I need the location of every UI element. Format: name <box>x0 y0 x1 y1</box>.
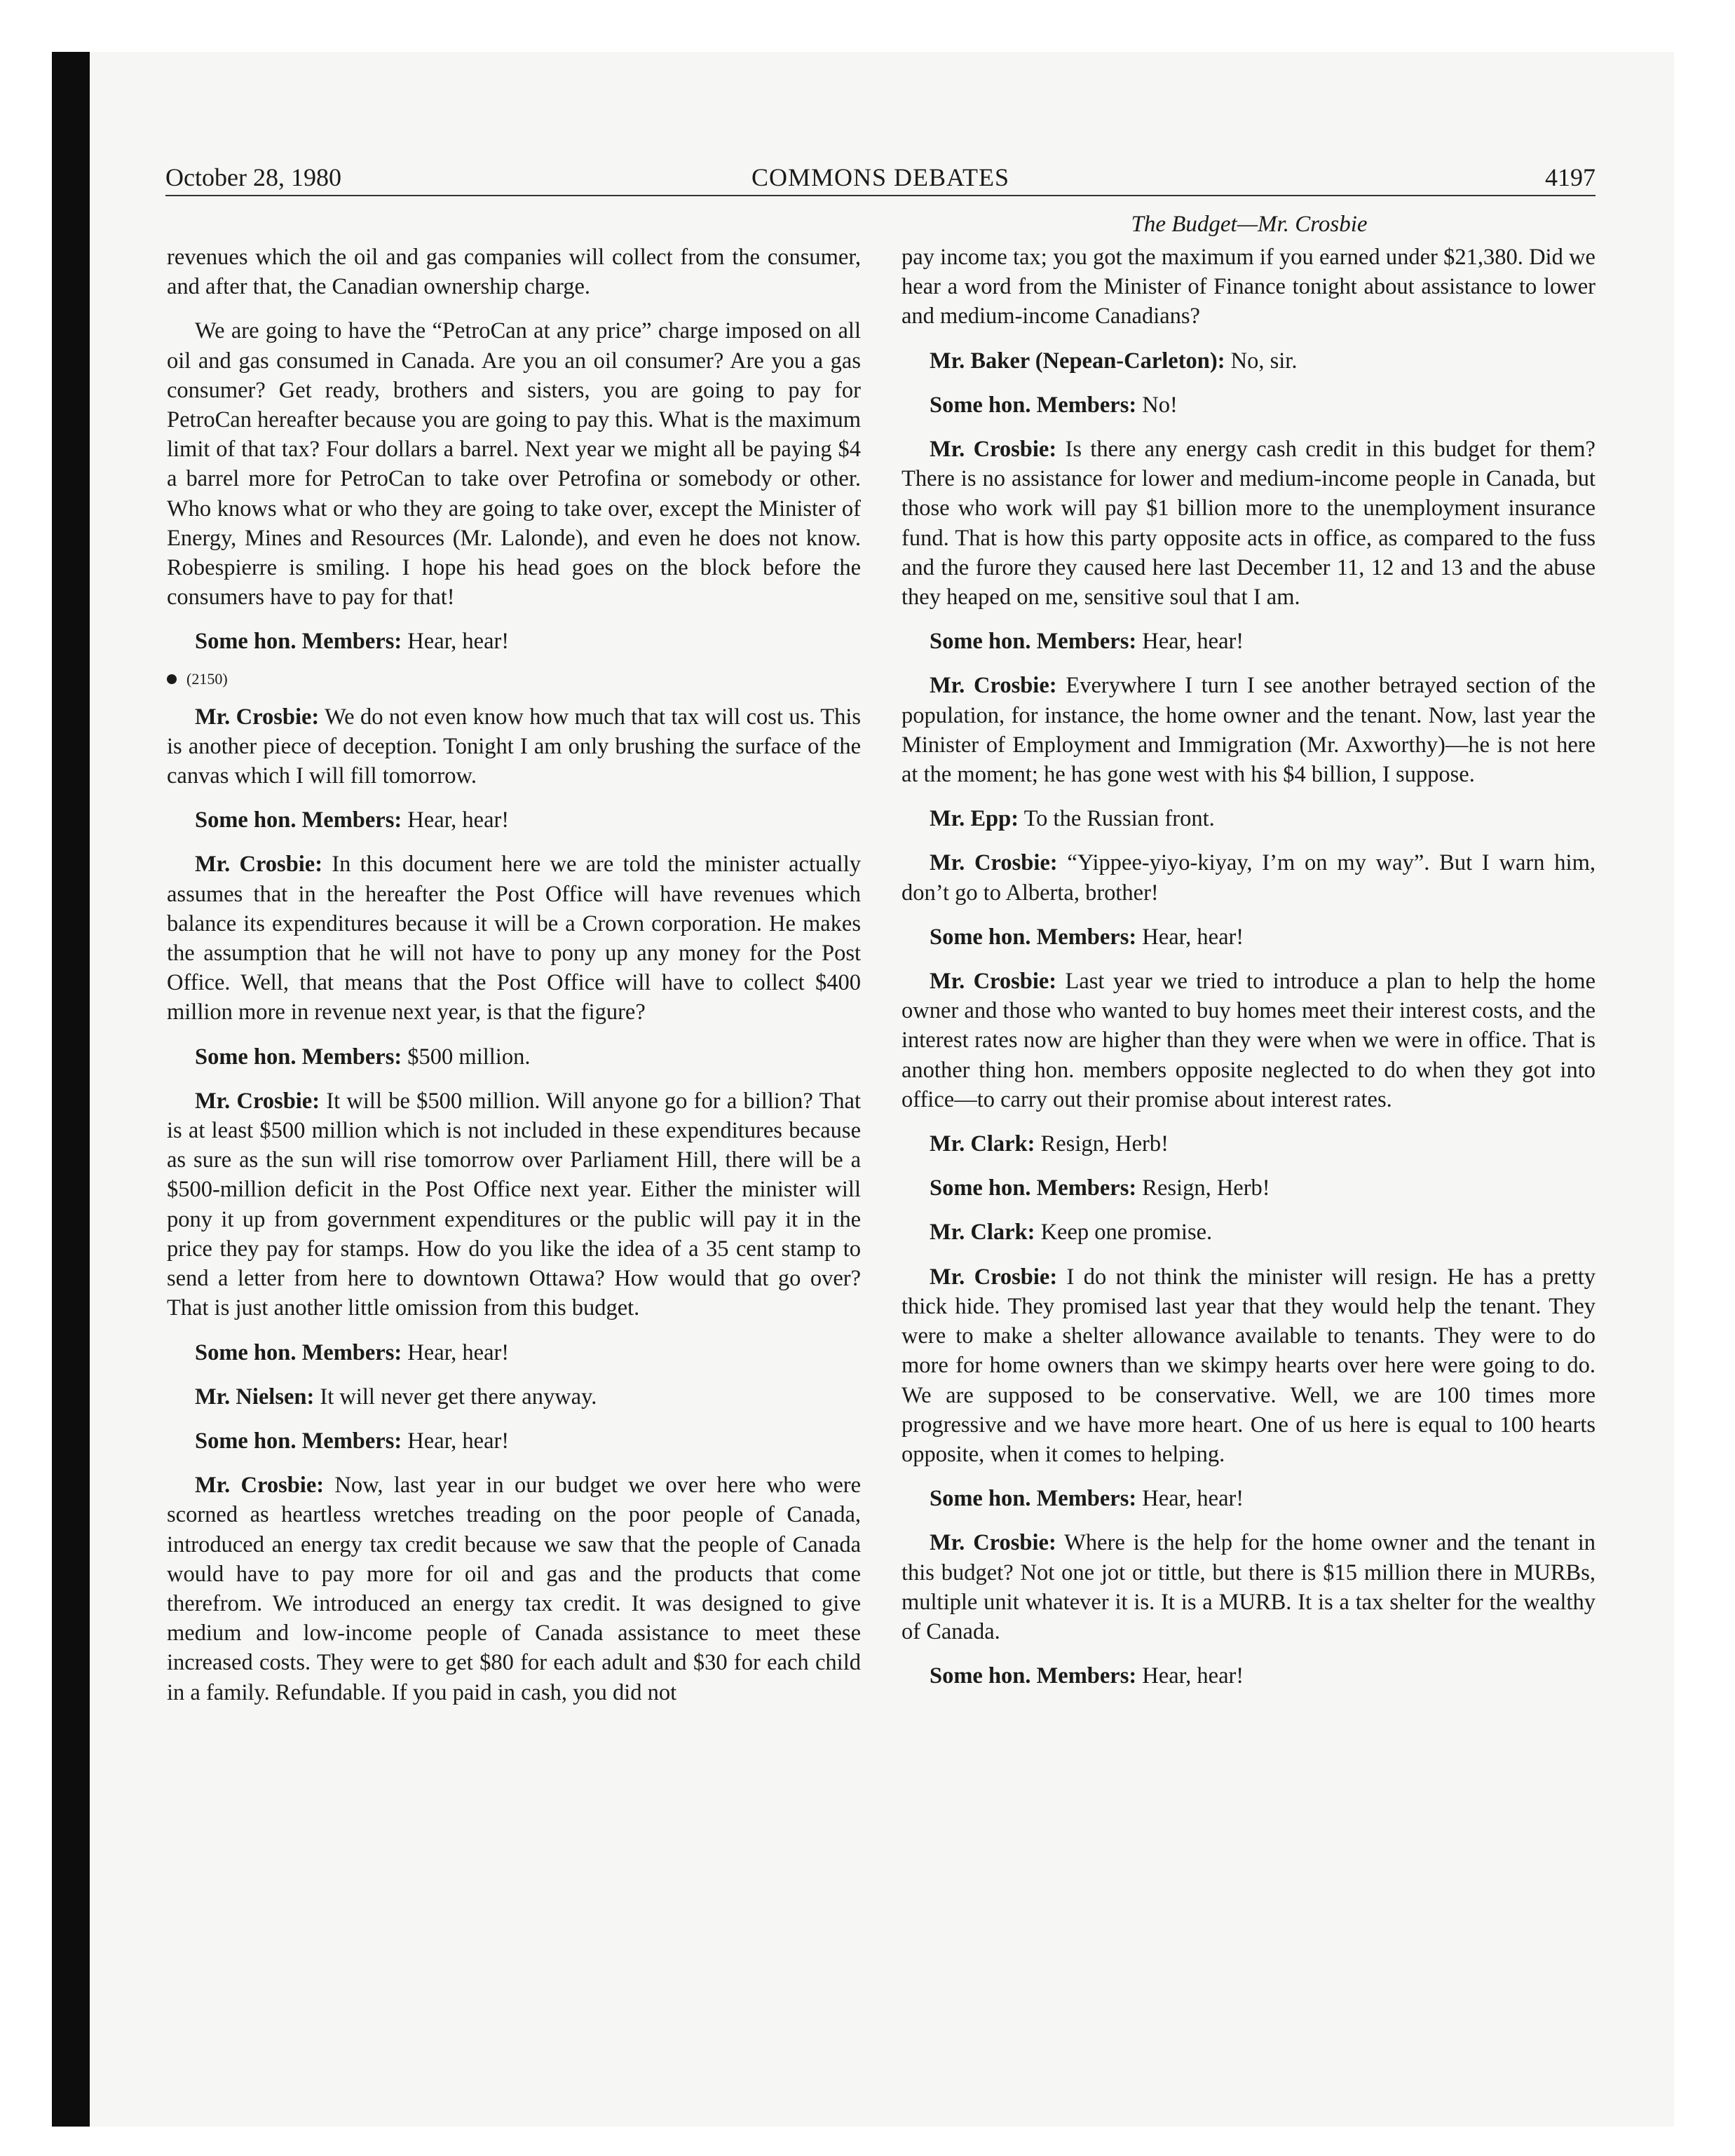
speech-text: Everywhere I turn I see another betrayed section of the population, for instance, the home owner and the tenant. Now, last year the Minister of Employment and Immigration (Mr. Axworthy)—he is not here at the moment; he has gone west with his $4 billion, I suppose. <box>901 673 1595 788</box>
speaker-name: Some hon. Members: <box>930 924 1137 950</box>
interjection <box>901 390 1595 420</box>
speech-text: To the Russian front. <box>1023 806 1215 832</box>
paragraph: We are going to have the “PetroCan at any price” charge imposed on all oil and gas consumed in Canada. Are you an oil consumer? Are you a gas consumer? Get ready, brothers and sisters, you are going to pay for PetroCan hereafter because you are going to pay this. What is the maximum limit of that tax? Four dollars a barrel. Next year we might all be paying $4 a barrel more for PetroCan to take over Petrofina or somebody or other. Who knows what or who they are going to take over, except the Minister of Energy, Mines and Resources (Mr. Lalonde), and even he does not know. Robespierre is smiling. I hope his head goes on the block before the consumers have to pay for that! <box>167 318 861 610</box>
interjection <box>901 922 1595 952</box>
speech-paragraph <box>901 848 1595 907</box>
speech-text: Hear, hear! <box>407 807 510 833</box>
bullet-icon <box>167 674 177 684</box>
speech-text: I do not think the minister will resign. He has a pretty thick hide. They promised last year that they would help the tenant. They were to make a shelter allowance available to tenants. They were to do more for home owners than we skimpy hearts over here were going to do. We are supposed to be conservative. Well, we are 100 times more progressive and we have more heart. One of us here is equal to 100 hearts opposite, when it comes to helping. <box>901 1264 1595 1467</box>
interjection <box>167 627 861 656</box>
interjection <box>901 627 1595 656</box>
page-number: 4197 <box>1545 163 1595 191</box>
speech-text: Hear, hear! <box>407 1428 510 1454</box>
speech-text: Resign, Herb! <box>1040 1131 1169 1157</box>
speech-text: Hear, hear! <box>1142 629 1244 655</box>
speaker-name: Mr. Crosbie: <box>195 1088 320 1114</box>
speech-paragraph <box>167 1086 861 1323</box>
speaker-name: Mr. Crosbie: <box>930 969 1057 995</box>
speaker-name: Some hon. Members: <box>195 1044 402 1070</box>
page-header <box>165 160 1595 195</box>
speaker-name: Some hon. Members: <box>930 1663 1137 1689</box>
header-date: October 28, 1980 <box>165 163 341 191</box>
speech-text: Is there any energy cash credit in this budget for them? There is no assistance for lower and medium-income people in Canada, but those who work will pay $1 billion more to the unemployment insurance fund. That is how this party opposite acts in office, as compared to the fuss and the furore they caused here last December 11, 12 and 13 and the abuse they heaped on me, sensitive soul that I am. <box>901 437 1595 610</box>
speech-text: In this document here we are told the minister actually assumes that in the hereafter the Post Office will have revenues which balance its expenditures because it will be a Crown corporation. He makes the assumption that he will not have to pony up any money for the Post Office. Well, that means that the Post Office will have to collect $400 million more in revenue next year, is that the figure? <box>167 852 861 1025</box>
interjection <box>167 1338 861 1367</box>
interjection <box>167 1382 861 1412</box>
speaker-name: Some hon. Members: <box>195 1339 402 1365</box>
speech-text: No, sir. <box>1230 348 1298 374</box>
speech-text: Hear, hear! <box>1142 1663 1244 1689</box>
speaker-name: Some hon. Members: <box>930 1175 1137 1201</box>
speech-paragraph <box>167 1471 861 1707</box>
speaker-name: Mr. Nielsen: <box>195 1384 315 1410</box>
speaker-name: Mr. Clark: <box>930 1220 1035 1246</box>
speech-paragraph <box>167 850 861 1027</box>
speech-text: We do not even know how much that tax will cost us. This is another piece of deception. Tonight I am only brushing the surface of the canvas which I will fill tomorrow. <box>167 704 861 789</box>
speaker-name: Some hon. Members: <box>195 807 402 833</box>
speech-text: Resign, Herb! <box>1142 1175 1270 1201</box>
speaker-name: Mr. Epp: <box>930 806 1019 832</box>
header-title: COMMONS DEBATES <box>751 163 1010 191</box>
interjection <box>167 1042 861 1072</box>
paragraph: revenues which the oil and gas companies will collect from the consumer, and after that, the Canadian ownership charge. <box>167 245 861 300</box>
timestamp <box>167 669 861 690</box>
timestamp-text: (2150) <box>186 669 228 688</box>
speaker-name: Mr. Crosbie: <box>195 704 320 730</box>
speaker-name: Mr. Crosbie: <box>930 437 1057 463</box>
left-column <box>167 243 861 1953</box>
interjection <box>901 1661 1595 1691</box>
running-head: The Budget—Mr. Crosbie <box>1131 212 1368 237</box>
speaker-name: Mr. Clark: <box>930 1131 1035 1157</box>
speech-text: Now, last year in our budget we over here who were scorned as heartless wretches treading on the poor people of Canada, introduced an energy tax credit because we saw that the people of Canada would have to pay more for oil and gas and the products that come therefrom. We introduced an energy tax credit. It was designed to give medium and low-income people of Canada assistance to meet these increased costs. They were to get $80 for each adult and $30 for each child in a family. Refundable. If you paid in cash, you did not <box>167 1473 861 1705</box>
speech-paragraph <box>901 967 1595 1114</box>
speech-text: It will never get there anyway. <box>320 1384 597 1410</box>
speech-paragraph <box>901 1528 1595 1646</box>
speech-text: $500 million. <box>407 1044 531 1070</box>
scan-edge-shadow <box>52 52 90 2127</box>
interjection <box>901 1129 1595 1159</box>
speech-text: Keep one promise. <box>1040 1220 1213 1246</box>
speech-text: Hear, hear! <box>1142 924 1244 950</box>
interjection <box>901 346 1595 376</box>
speaker-name: Some hon. Members: <box>930 1486 1137 1512</box>
header-rule <box>165 195 1595 196</box>
paragraph: pay income tax; you got the maximum if you earned under $21,380. Did we hear a word from the Minister of Finance tonight about assistance to lower and medium-income Canadians? <box>901 245 1595 329</box>
speech-text: Hear, hear! <box>407 1339 510 1365</box>
speaker-name: Mr. Crosbie: <box>930 1264 1058 1290</box>
speaker-name: Mr. Crosbie: <box>930 850 1058 876</box>
speech-paragraph <box>901 1262 1595 1469</box>
speaker-name: Some hon. Members: <box>930 392 1137 418</box>
speaker-name: Some hon. Members: <box>195 1428 402 1454</box>
speech-text: Hear, hear! <box>407 629 510 655</box>
speech-text: Last year we tried to introduce a plan to help the home owner and those who wanted to buy homes meet their interest costs, and the interest rates now are higher than they were when we were in office. That is another thing hon. members opposite neglected to do when they got into office—to carry out their promise about interest rates. <box>901 969 1595 1112</box>
speaker-name: Mr. Crosbie: <box>195 852 323 878</box>
speaker-name: Some hon. Members: <box>930 629 1137 655</box>
speech-text: Where is the help for the home owner and the tenant in this budget? Not one jot or tittle, but there is $15 million there in MURBs, multiple unit whatever it is. It is a MURB. It is a tax shelter for the wealthy of Canada. <box>901 1530 1595 1644</box>
speaker-name: Mr. Crosbie: <box>930 1530 1056 1556</box>
speaker-name: Some hon. Members: <box>195 629 402 655</box>
speech-paragraph <box>901 435 1595 612</box>
speech-text: “Yippee-yiyo-kiyay, I’m on my way”. But I warn him, don’t go to Alberta, brother! <box>901 850 1595 906</box>
interjection <box>901 804 1595 833</box>
interjection <box>901 1173 1595 1203</box>
right-column <box>901 243 1595 1953</box>
speaker-name: Mr. Crosbie: <box>930 673 1057 699</box>
speech-text: No! <box>1142 392 1178 418</box>
interjection <box>167 805 861 835</box>
speech-paragraph <box>901 671 1595 789</box>
speech-paragraph <box>167 702 861 791</box>
interjection <box>167 1426 861 1456</box>
speech-text: Hear, hear! <box>1142 1486 1244 1512</box>
speaker-name: Mr. Baker (Nepean-Carleton): <box>930 348 1225 374</box>
interjection <box>901 1484 1595 1513</box>
interjection <box>901 1217 1595 1247</box>
speech-text: It will be $500 million. Will anyone go for a billion? That is at least $500 million which is not included in these expenditures because as sure as the sun will rise tomorrow over Parliament Hill, there will be a $500-million deficit in the Post Office next year. Either the minister will pony it up from government expenditures or the public will pay it in the price they pay for stamps. How do you like the idea of a 35 cent stamp to send a letter from here to downtown Ottawa? How would that go over? That is just another little omission from this budget. <box>167 1088 861 1321</box>
speaker-name: Mr. Crosbie: <box>195 1473 325 1499</box>
